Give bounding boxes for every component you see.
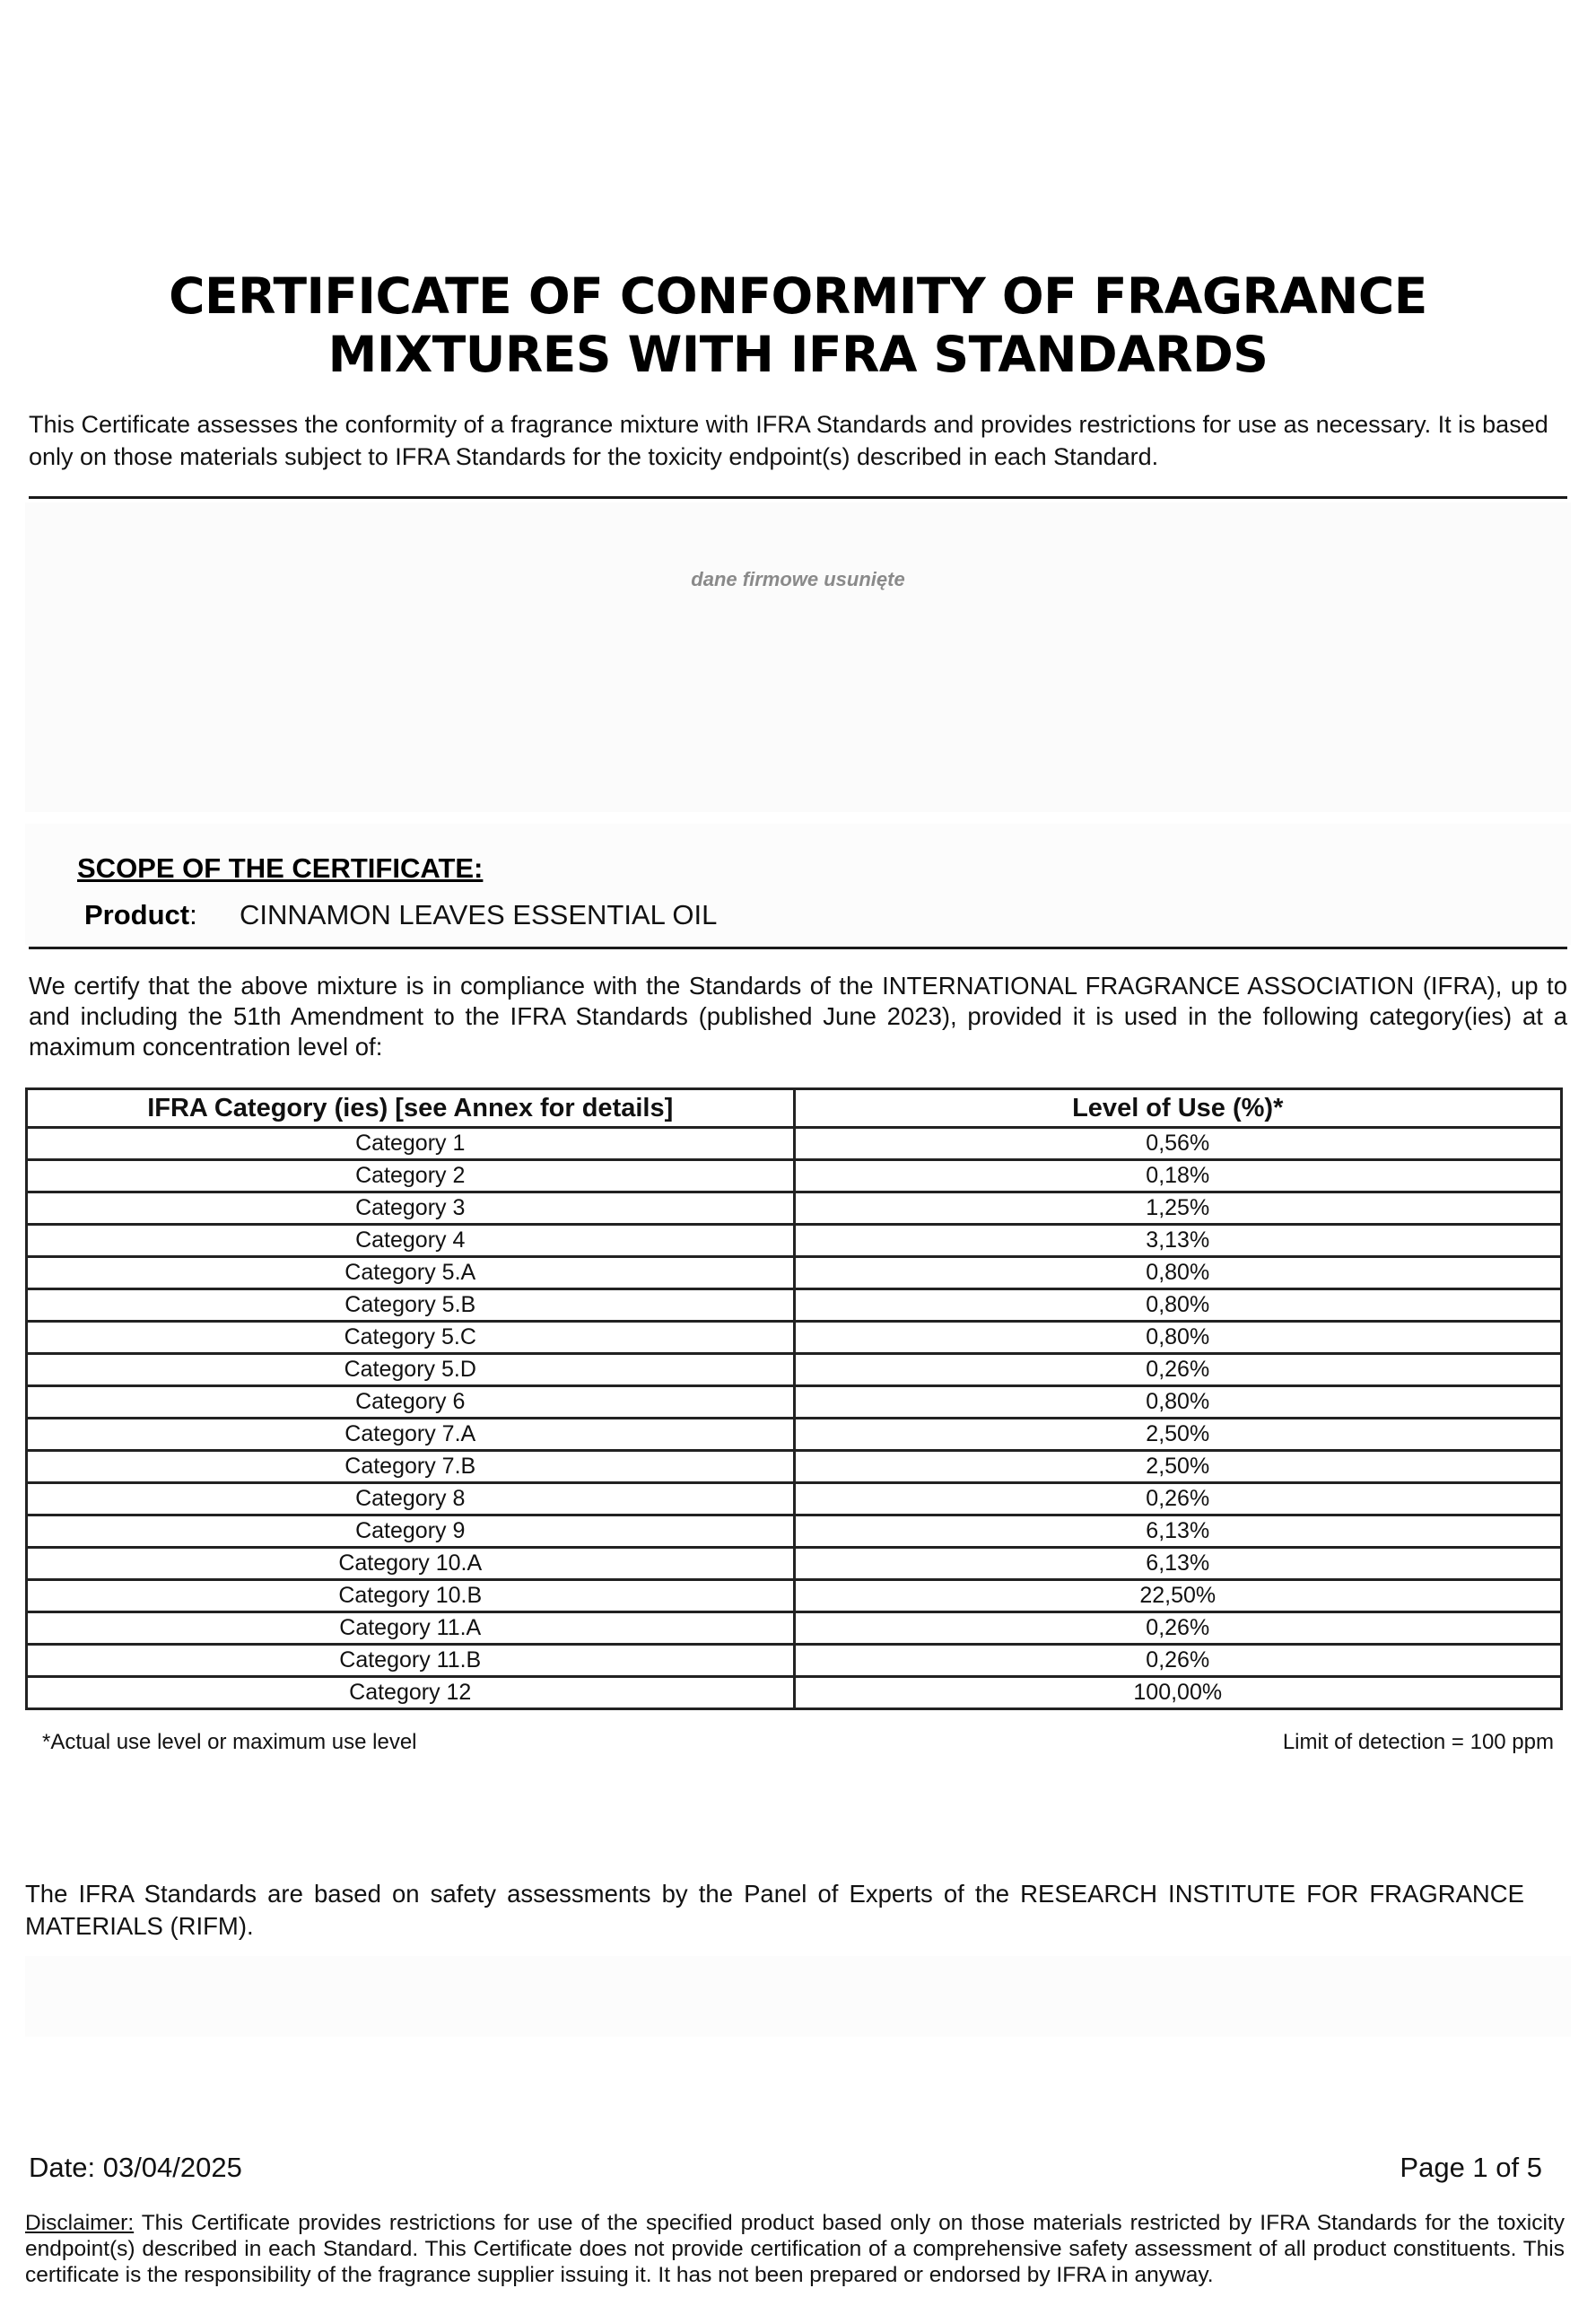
category-cell: Category 8 xyxy=(27,1483,795,1515)
table-row xyxy=(27,1225,1562,1257)
category-cell: Category 10.B xyxy=(27,1580,795,1612)
category-cell: Category 2 xyxy=(27,1160,795,1192)
scope-title: SCOPE OF THE CERTIFICATE: xyxy=(77,852,484,884)
table-row xyxy=(27,1192,1562,1225)
table-row xyxy=(27,1677,1562,1709)
level-cell: 0,26% xyxy=(794,1354,1562,1386)
table-body xyxy=(27,1128,1562,1709)
level-cell: 0,56% xyxy=(794,1128,1562,1160)
category-cell: Category 1 xyxy=(27,1128,795,1160)
category-cell: Category 9 xyxy=(27,1515,795,1548)
table-header-row xyxy=(27,1089,1562,1128)
level-cell: 22,50% xyxy=(794,1580,1562,1612)
product-value: CINNAMON LEAVES ESSENTIAL OIL xyxy=(240,899,718,930)
level-cell: 100,00% xyxy=(794,1677,1562,1709)
level-cell: 0,80% xyxy=(794,1289,1562,1322)
table-row xyxy=(27,1386,1562,1419)
disclaimer-label: Disclaimer: xyxy=(25,2211,135,2235)
category-cell: Category 12 xyxy=(27,1677,795,1709)
category-cell: Category 5.C xyxy=(27,1322,795,1354)
level-cell: 0,80% xyxy=(794,1322,1562,1354)
table-row xyxy=(27,1257,1562,1289)
title-line-2: MIXTURES WITH IFRA STANDARDS xyxy=(327,326,1269,383)
header-level: Level of Use (%)* xyxy=(794,1089,1562,1128)
disclaimer xyxy=(25,2210,1565,2288)
scope-divider xyxy=(29,947,1567,949)
product-label: Product: xyxy=(84,899,197,930)
level-cell: 2,50% xyxy=(794,1419,1562,1451)
category-cell: Category 5.D xyxy=(27,1354,795,1386)
category-cell: Category 5.A xyxy=(27,1257,795,1289)
issue-date: Date: 03/04/2025 xyxy=(29,2152,242,2183)
category-cell: Category 7.B xyxy=(27,1451,795,1483)
certification-statement: We certify that the above mixture is in compliance with the Standards of the INTERNATIONAL FRAGRANCE ASSOCIATION (IFRA), up to and including the 51th Amendment to the IFRA Standards (published June 2023), provided it is used in the following category(ies) at a maximum concentration level of: xyxy=(29,972,1567,1061)
category-cell: Category 6 xyxy=(27,1386,795,1419)
table-row xyxy=(27,1160,1562,1192)
level-cell: 6,13% xyxy=(794,1515,1562,1548)
title-line-1: CERTIFICATE OF CONFORMITY OF FRAGRANCE xyxy=(169,267,1427,325)
signature-area xyxy=(25,1956,1571,2037)
table-row xyxy=(27,1322,1562,1354)
category-cell: Category 11.A xyxy=(27,1612,795,1645)
level-cell: 0,26% xyxy=(794,1645,1562,1677)
level-cell: 1,25% xyxy=(794,1192,1562,1225)
level-cell: 0,80% xyxy=(794,1257,1562,1289)
table-row xyxy=(27,1580,1562,1612)
level-cell: 0,26% xyxy=(794,1612,1562,1645)
top-divider xyxy=(29,496,1567,499)
company-data-removed-note: dane firmowe usunięte xyxy=(691,568,905,590)
category-cell: Category 4 xyxy=(27,1225,795,1257)
level-cell: 6,13% xyxy=(794,1548,1562,1580)
disclaimer-text: This Certificate provides restrictions for use of the specified product based only on those materials restricted by IFRA Standards for the toxicity endpoint(s) described in each Standard. This Certificate does not provide certification of a comprehensive safety assessment of all product constituents. This certificate is the responsibility of the fragrance supplier issuing it. It has not been prepared or endorsed by IFRA in anyway. xyxy=(25,2211,1565,2287)
category-cell: Category 5.B xyxy=(27,1289,795,1322)
table-row xyxy=(27,1289,1562,1322)
table-row xyxy=(27,1483,1562,1515)
intro-paragraph: This Certificate assesses the conformity of a fragrance mixture with IFRA Standards and provides restrictions for use as necessary. It is based only on those materials subject to IFRA Standards for the toxicity endpoint(s) described in each Standard. xyxy=(29,411,1548,470)
level-cell: 0,80% xyxy=(794,1386,1562,1419)
category-cell: Category 10.A xyxy=(27,1548,795,1580)
level-cell: 0,18% xyxy=(794,1160,1562,1192)
rifm-statement: The IFRA Standards are based on safety assessments by the Panel of Experts of the RESEARCH INSTITUTE FOR FRAGRANCE MATERIALS (RIFM). xyxy=(25,1880,1524,1940)
table-row xyxy=(27,1451,1562,1483)
header-category: IFRA Category (ies) [see Annex for details] xyxy=(27,1089,795,1128)
table-row xyxy=(27,1612,1562,1645)
table-row xyxy=(27,1354,1562,1386)
footnote-detection-limit: Limit of detection = 100 ppm xyxy=(1282,1730,1554,1754)
table-row xyxy=(27,1419,1562,1451)
level-cell: 0,26% xyxy=(794,1483,1562,1515)
table-row xyxy=(27,1515,1562,1548)
certificate-title xyxy=(0,267,1596,384)
category-cell: Category 3 xyxy=(27,1192,795,1225)
table-row xyxy=(27,1128,1562,1160)
category-cell: Category 11.B xyxy=(27,1645,795,1677)
page-number: Page 1 of 5 xyxy=(1400,2152,1542,2183)
footnote-use-level: *Actual use level or maximum use level xyxy=(42,1730,417,1754)
level-cell: 3,13% xyxy=(794,1225,1562,1257)
table-row xyxy=(27,1645,1562,1677)
level-cell: 2,50% xyxy=(794,1451,1562,1483)
company-data-area xyxy=(25,502,1571,812)
table-row xyxy=(27,1548,1562,1580)
category-cell: Category 7.A xyxy=(27,1419,795,1451)
ifra-levels-table xyxy=(25,1087,1563,1710)
